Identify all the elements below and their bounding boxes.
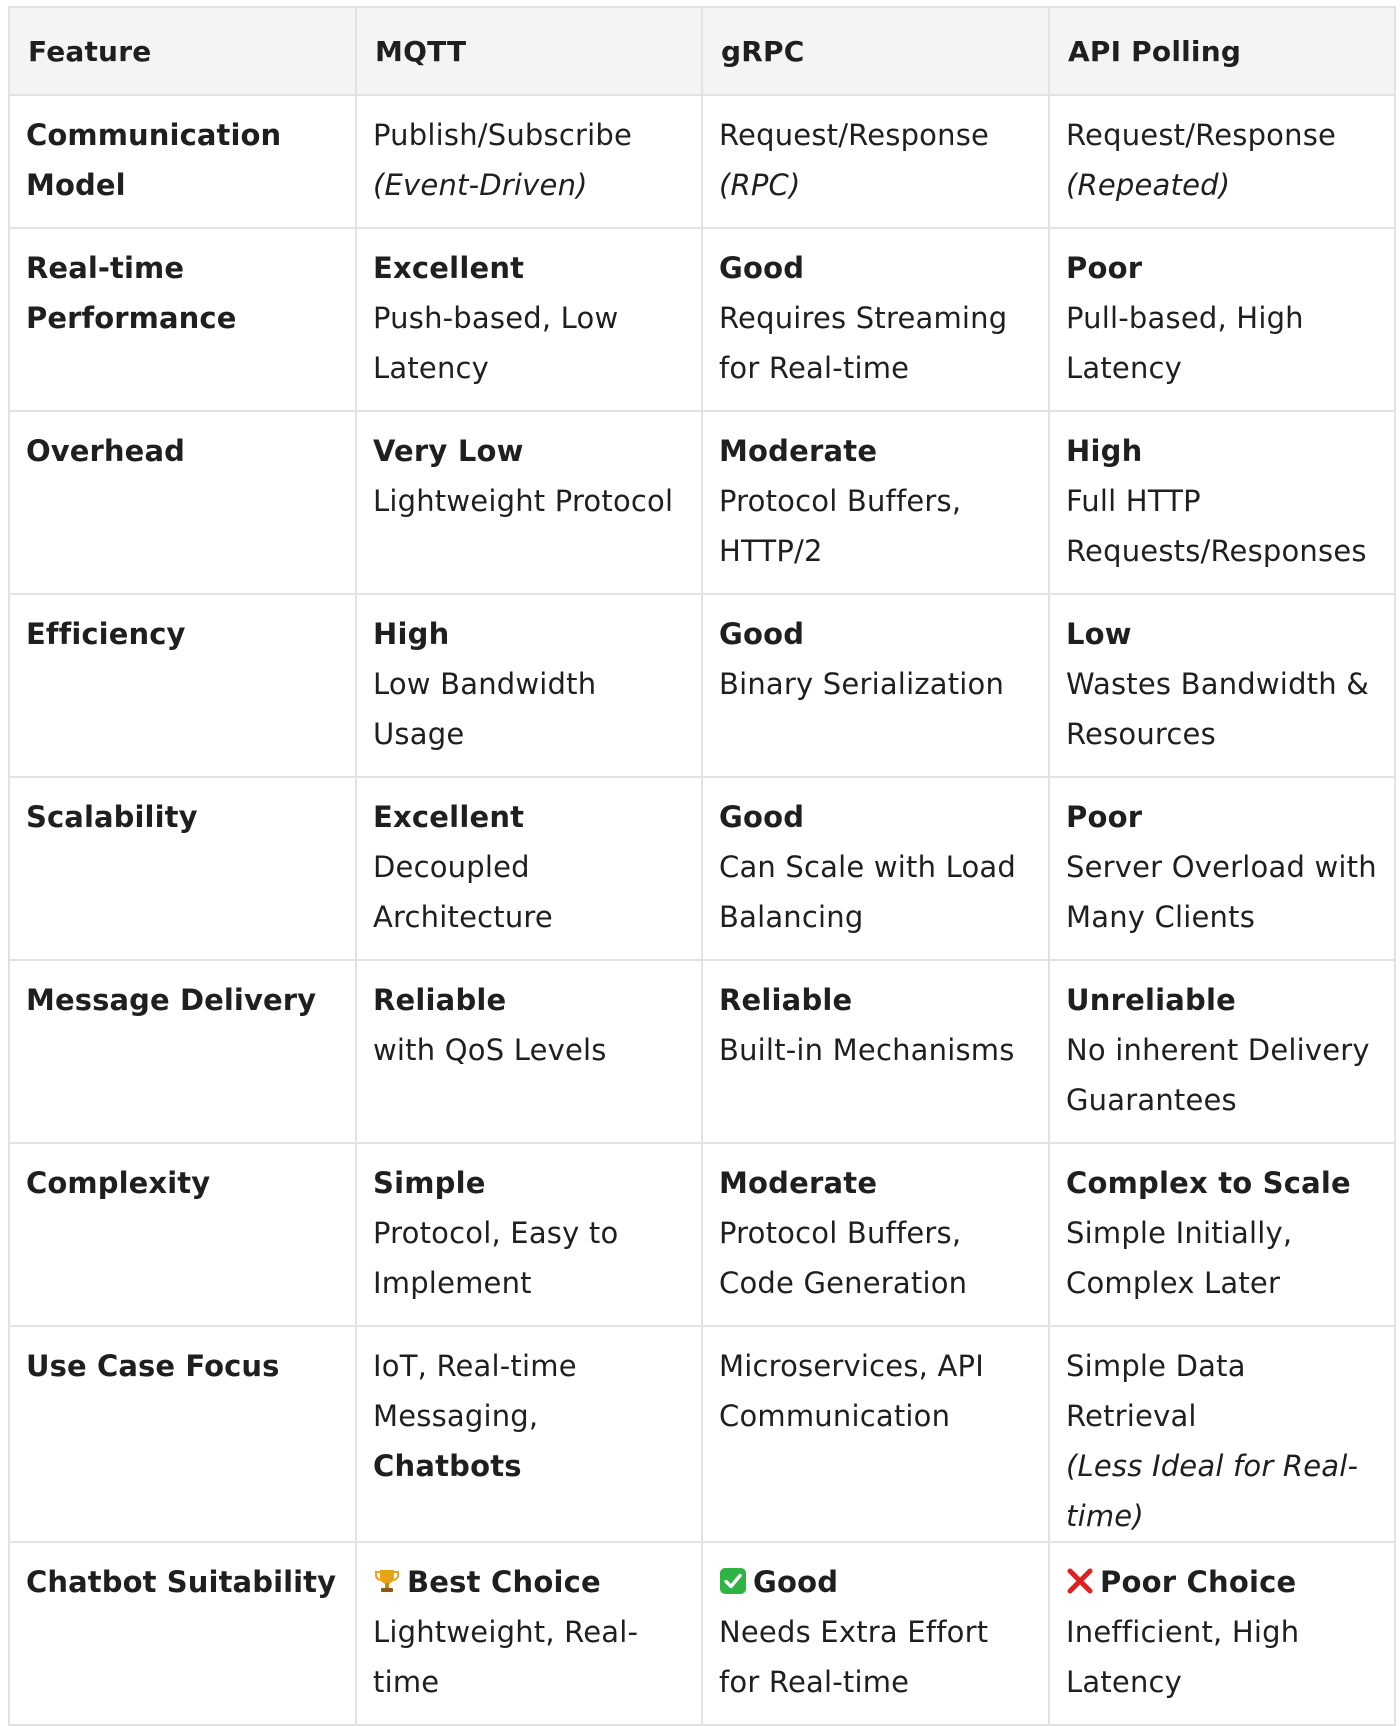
rating-label: Poor bbox=[1066, 800, 1143, 834]
grpc-cell bbox=[702, 960, 1049, 1143]
cell-note: (Repeated) bbox=[1066, 168, 1231, 202]
table-row bbox=[9, 1542, 1395, 1725]
feature-label: Use Case Focus bbox=[26, 1349, 280, 1383]
rating-label: Best Choice bbox=[407, 1565, 601, 1599]
grpc-cell bbox=[702, 594, 1049, 777]
cell-detail: Needs Extra Effort for Real-time bbox=[719, 1615, 989, 1699]
header-feature: Feature bbox=[9, 7, 356, 95]
feature-label: Scalability bbox=[26, 800, 198, 834]
cell-detail: with QoS Levels bbox=[373, 1033, 607, 1067]
table-row bbox=[9, 1143, 1395, 1326]
rating-label: Low bbox=[1066, 617, 1132, 651]
cell-note: (RPC) bbox=[719, 168, 801, 202]
table-row bbox=[9, 960, 1395, 1143]
table-row bbox=[9, 95, 1395, 228]
rating-label: Very Low bbox=[373, 434, 524, 468]
rating-label: Good bbox=[753, 1565, 839, 1599]
polling-cell bbox=[1049, 228, 1395, 411]
cell-note: (Event-Driven) bbox=[373, 168, 588, 202]
cell-detail: Protocol Buffers, Code Generation bbox=[719, 1216, 968, 1300]
cell-detail: Simple Initially, Complex Later bbox=[1066, 1216, 1293, 1300]
grpc-cell bbox=[702, 1143, 1049, 1326]
feature-cell bbox=[9, 594, 356, 777]
rating-label: Good bbox=[719, 251, 805, 285]
rating-label: Good bbox=[719, 800, 805, 834]
feature-cell bbox=[9, 228, 356, 411]
rating-label: Good bbox=[719, 617, 805, 651]
polling-cell bbox=[1049, 411, 1395, 594]
table-row bbox=[9, 777, 1395, 960]
feature-label: Efficiency bbox=[26, 617, 186, 651]
comparison-table-container bbox=[8, 6, 1394, 1726]
table-row bbox=[9, 594, 1395, 777]
cell-detail: Inefficient, High Latency bbox=[1066, 1615, 1300, 1699]
cell-text: Simple Data Retrieval bbox=[1066, 1349, 1246, 1433]
grpc-cell bbox=[702, 1326, 1049, 1542]
table-row bbox=[9, 228, 1395, 411]
grpc-cell bbox=[702, 95, 1049, 228]
polling-cell bbox=[1049, 1542, 1395, 1725]
cell-detail: Low Bandwidth Usage bbox=[373, 667, 597, 751]
rating-label: Moderate bbox=[719, 1166, 878, 1200]
mqtt-cell bbox=[356, 594, 702, 777]
feature-label: Complexity bbox=[26, 1166, 211, 1200]
cell-detail: Push-based, Low Latency bbox=[373, 301, 619, 385]
rating-line bbox=[719, 1557, 1036, 1607]
cell-detail: Decoupled Architecture bbox=[373, 850, 553, 934]
feature-cell bbox=[9, 960, 356, 1143]
rating-label: Simple bbox=[373, 1166, 486, 1200]
cell-detail: Lightweight, Real-time bbox=[373, 1615, 639, 1699]
cell-detail: Protocol, Easy to Implement bbox=[373, 1216, 619, 1300]
polling-cell bbox=[1049, 960, 1395, 1143]
rating-label: Poor Choice bbox=[1100, 1565, 1297, 1599]
cell-detail: No inherent Delivery Guarantees bbox=[1066, 1033, 1370, 1117]
rating-line bbox=[1066, 1557, 1382, 1607]
rating-label: Excellent bbox=[373, 251, 525, 285]
feature-label: Communication Model bbox=[26, 118, 282, 202]
header-grpc: gRPC bbox=[702, 7, 1049, 95]
mqtt-cell bbox=[356, 1542, 702, 1725]
rating-label: Moderate bbox=[719, 434, 878, 468]
feature-cell bbox=[9, 777, 356, 960]
cell-detail: Requires Streaming for Real-time bbox=[719, 301, 1008, 385]
rating-label: Reliable bbox=[719, 983, 853, 1017]
mqtt-cell bbox=[356, 228, 702, 411]
cell-detail: Server Overload with Many Clients bbox=[1066, 850, 1377, 934]
cross-mark-icon bbox=[1066, 1567, 1094, 1595]
header-api-polling: API Polling bbox=[1049, 7, 1395, 95]
polling-cell bbox=[1049, 95, 1395, 228]
table-row bbox=[9, 411, 1395, 594]
feature-cell bbox=[9, 1542, 356, 1725]
rating-label: Reliable bbox=[373, 983, 507, 1017]
cell-strong-text: Chatbots bbox=[373, 1449, 522, 1483]
rating-label: Complex to Scale bbox=[1066, 1166, 1351, 1200]
cell-text: IoT, Real-time Messaging, bbox=[373, 1349, 577, 1433]
feature-label: Message Delivery bbox=[26, 983, 317, 1017]
header-row bbox=[9, 7, 1395, 95]
feature-label: Overhead bbox=[26, 434, 185, 468]
grpc-cell bbox=[702, 411, 1049, 594]
polling-cell bbox=[1049, 1143, 1395, 1326]
header-mqtt: MQTT bbox=[356, 7, 702, 95]
cell-text: Microservices, API Communication bbox=[719, 1349, 984, 1433]
feature-cell bbox=[9, 411, 356, 594]
rating-line bbox=[373, 1557, 689, 1607]
rating-label: Unreliable bbox=[1066, 983, 1236, 1017]
grpc-cell bbox=[702, 777, 1049, 960]
cell-detail: Full HTTP Requests/Responses bbox=[1066, 484, 1367, 568]
cell-text: Request/Response bbox=[719, 118, 990, 152]
grpc-cell bbox=[702, 228, 1049, 411]
rating-label: High bbox=[373, 617, 450, 651]
rating-label: High bbox=[1066, 434, 1143, 468]
feature-cell bbox=[9, 95, 356, 228]
mqtt-cell bbox=[356, 95, 702, 228]
rating-label: Excellent bbox=[373, 800, 525, 834]
mqtt-cell bbox=[356, 1143, 702, 1326]
cell-text: Request/Response bbox=[1066, 118, 1337, 152]
feature-cell bbox=[9, 1143, 356, 1326]
cell-detail: Wastes Bandwidth & Resources bbox=[1066, 667, 1370, 751]
cell-detail: Protocol Buffers, HTTP/2 bbox=[719, 484, 962, 568]
cell-note: (Less Ideal for Real-time) bbox=[1066, 1449, 1359, 1533]
polling-cell bbox=[1049, 1326, 1395, 1542]
mqtt-cell bbox=[356, 960, 702, 1143]
feature-label: Chatbot Suitability bbox=[26, 1565, 337, 1599]
polling-cell bbox=[1049, 777, 1395, 960]
check-mark-icon bbox=[719, 1567, 747, 1595]
mqtt-cell bbox=[356, 411, 702, 594]
table-row bbox=[9, 1326, 1395, 1542]
mqtt-cell bbox=[356, 1326, 702, 1542]
cell-detail: Can Scale with Load Balancing bbox=[719, 850, 1016, 934]
grpc-cell bbox=[702, 1542, 1049, 1725]
cell-detail: Pull-based, High Latency bbox=[1066, 301, 1304, 385]
rating-label: Poor bbox=[1066, 251, 1143, 285]
mqtt-cell bbox=[356, 777, 702, 960]
cell-detail: Built-in Mechanisms bbox=[719, 1033, 1015, 1067]
cell-detail: Lightweight Protocol bbox=[373, 484, 674, 518]
protocol-comparison-table bbox=[8, 6, 1396, 1726]
polling-cell bbox=[1049, 594, 1395, 777]
feature-label: Real-time Performance bbox=[26, 251, 237, 335]
feature-cell bbox=[9, 1326, 356, 1542]
cell-detail: Binary Serialization bbox=[719, 667, 1005, 701]
trophy-icon bbox=[373, 1567, 401, 1595]
cell-text: Publish/Subscribe bbox=[373, 118, 633, 152]
